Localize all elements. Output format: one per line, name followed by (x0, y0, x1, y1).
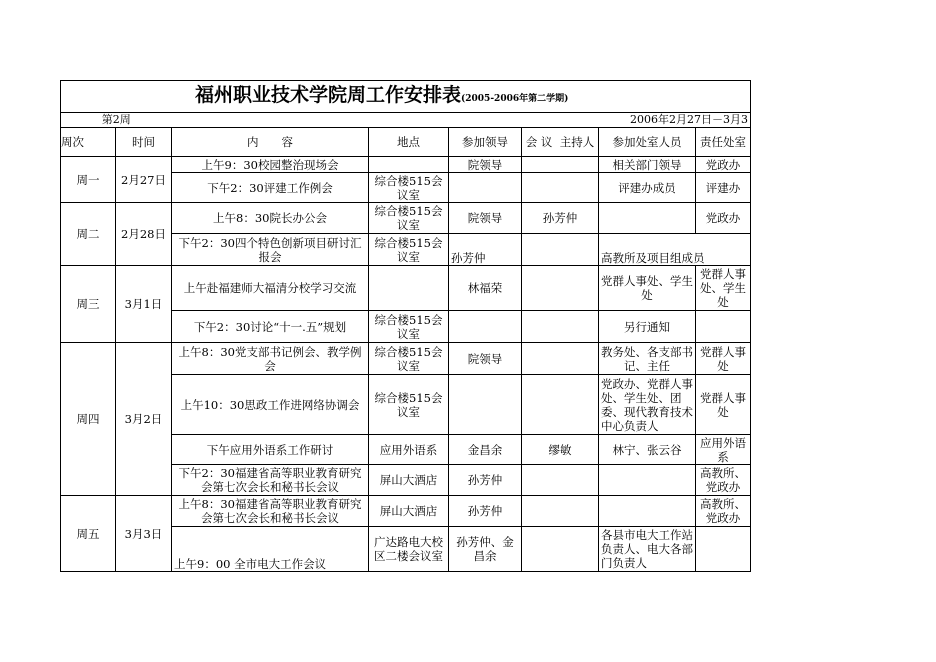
offices-cell (599, 465, 696, 496)
date-cell: 3月1日 (116, 266, 172, 343)
term-label: (2005-2006年第二学期) (461, 93, 569, 104)
leader-cell: 林福荣 (449, 266, 522, 311)
date-cell: 3月2日 (116, 343, 172, 496)
header-resp: 责任处室 (696, 128, 751, 157)
leader-cell (449, 173, 522, 203)
content-cell: 下午2：30讨论“十一.五”规划 (172, 311, 369, 343)
header-leader: 参加领导 (449, 128, 522, 157)
place-cell: 屏山大酒店 (369, 496, 449, 527)
content-cell: 下午2：30福建省高等职业教育研究会第七次会长和秘书长会议 (172, 465, 369, 496)
host-cell (522, 311, 599, 343)
leader-cell: 孙芳仲 (449, 234, 522, 266)
offices-cell: 高教所及项目组成员 (599, 234, 751, 266)
content-cell: 下午2：30评建工作例会 (172, 173, 369, 203)
leader-cell: 金昌余 (449, 435, 522, 465)
offices-cell (599, 496, 696, 527)
host-cell (522, 465, 599, 496)
host-cell (522, 343, 599, 375)
schedule-table (60, 80, 751, 572)
leader-cell: 院领导 (449, 157, 522, 173)
date-range-label: 2006年2月27日－3月3 (599, 113, 751, 128)
leader-cell: 孙芳仲 (449, 465, 522, 496)
sub-row-spacer (172, 113, 599, 128)
place-cell: 广达路电大校区二楼会议室 (369, 527, 449, 572)
content-cell: 下午应用外语系工作研讨 (172, 435, 369, 465)
leader-cell: 院领导 (449, 203, 522, 234)
place-cell (369, 157, 449, 173)
day-cell: 周三 (61, 266, 116, 343)
page-title: 福州职业技术学院周工作安排表 (195, 83, 462, 106)
place-cell: 屏山大酒店 (369, 465, 449, 496)
offices-cell: 另行通知 (599, 311, 696, 343)
header-host: 会 议 主持人 (522, 128, 599, 157)
host-cell (522, 266, 599, 311)
resp-cell: 党群人事处 (696, 375, 751, 435)
host-cell (522, 157, 599, 173)
host-cell (522, 527, 599, 572)
content-cell: 上午10：30思政工作进网络协调会 (172, 375, 369, 435)
place-cell: 综合楼515会议室 (369, 343, 449, 375)
offices-cell (599, 203, 696, 234)
header-offices: 参加处室人员 (599, 128, 696, 157)
place-cell: 综合楼515会议室 (369, 311, 449, 343)
host-cell (522, 496, 599, 527)
content-cell: 上午8：30福建省高等职业教育研究会第七次会长和秘书长会议 (172, 496, 369, 527)
leader-cell: 孙芳仲 (449, 496, 522, 527)
leader-cell (449, 375, 522, 435)
resp-cell: 党政办 (696, 203, 751, 234)
day-cell: 周四 (61, 343, 116, 496)
offices-cell: 党群人事处、学生处 (599, 266, 696, 311)
leader-cell: 院领导 (449, 343, 522, 375)
resp-cell (696, 527, 751, 572)
place-cell: 综合楼515会议室 (369, 234, 449, 266)
content-cell: 上午9：30校园整治现场会 (172, 157, 369, 173)
content-cell: 下午2：30四个特色创新项目研讨汇报会 (172, 234, 369, 266)
resp-cell: 高教所、党政办 (696, 465, 751, 496)
resp-cell: 评建办 (696, 173, 751, 203)
content-cell: 上午8：30院长办公会 (172, 203, 369, 234)
content-cell: 上午赴福建师大福清分校学习交流 (172, 266, 369, 311)
header-content: 内 容 (172, 128, 369, 157)
place-cell (369, 266, 449, 311)
day-cell: 周五 (61, 496, 116, 572)
leader-cell (449, 311, 522, 343)
place-cell: 综合楼515会议室 (369, 375, 449, 435)
offices-cell: 教务处、各支部书记、主任 (599, 343, 696, 375)
resp-cell: 党政办 (696, 157, 751, 173)
leader-cell: 孙芳仲、金昌余 (449, 527, 522, 572)
place-cell: 综合楼515会议室 (369, 203, 449, 234)
resp-cell (696, 311, 751, 343)
host-cell: 缪敏 (522, 435, 599, 465)
resp-cell: 高教所、党政办 (696, 496, 751, 527)
resp-cell: 应用外语系 (696, 435, 751, 465)
header-time: 时间 (116, 128, 172, 157)
offices-cell: 相关部门领导 (599, 157, 696, 173)
host-cell (522, 234, 599, 266)
week-label: 第2周 (61, 113, 172, 128)
date-cell: 2月28日 (116, 203, 172, 266)
offices-cell: 评建办成员 (599, 173, 696, 203)
title-cell (61, 81, 751, 113)
offices-cell: 党政办、党群人事处、学生处、团委、现代教育技术中心负责人 (599, 375, 696, 435)
date-cell: 3月3日 (116, 496, 172, 572)
header-day: 周次 (61, 128, 116, 157)
day-cell: 周一 (61, 157, 116, 203)
host-cell (522, 173, 599, 203)
resp-cell: 党群人事处、学生处 (696, 266, 751, 311)
day-cell: 周二 (61, 203, 116, 266)
date-cell: 2月27日 (116, 157, 172, 203)
content-cell: 上午9：00 全市电大工作会议 (172, 527, 369, 572)
header-place: 地点 (369, 128, 449, 157)
host-cell: 孙芳仲 (522, 203, 599, 234)
resp-cell: 党群人事处 (696, 343, 751, 375)
offices-cell: 各县市电大工作站负责人、电大各部门负责人 (599, 527, 696, 572)
place-cell: 综合楼515会议室 (369, 173, 449, 203)
offices-cell: 林宁、张云谷 (599, 435, 696, 465)
content-cell: 上午8：30党支部书记例会、教学例会 (172, 343, 369, 375)
place-cell: 应用外语系 (369, 435, 449, 465)
host-cell (522, 375, 599, 435)
